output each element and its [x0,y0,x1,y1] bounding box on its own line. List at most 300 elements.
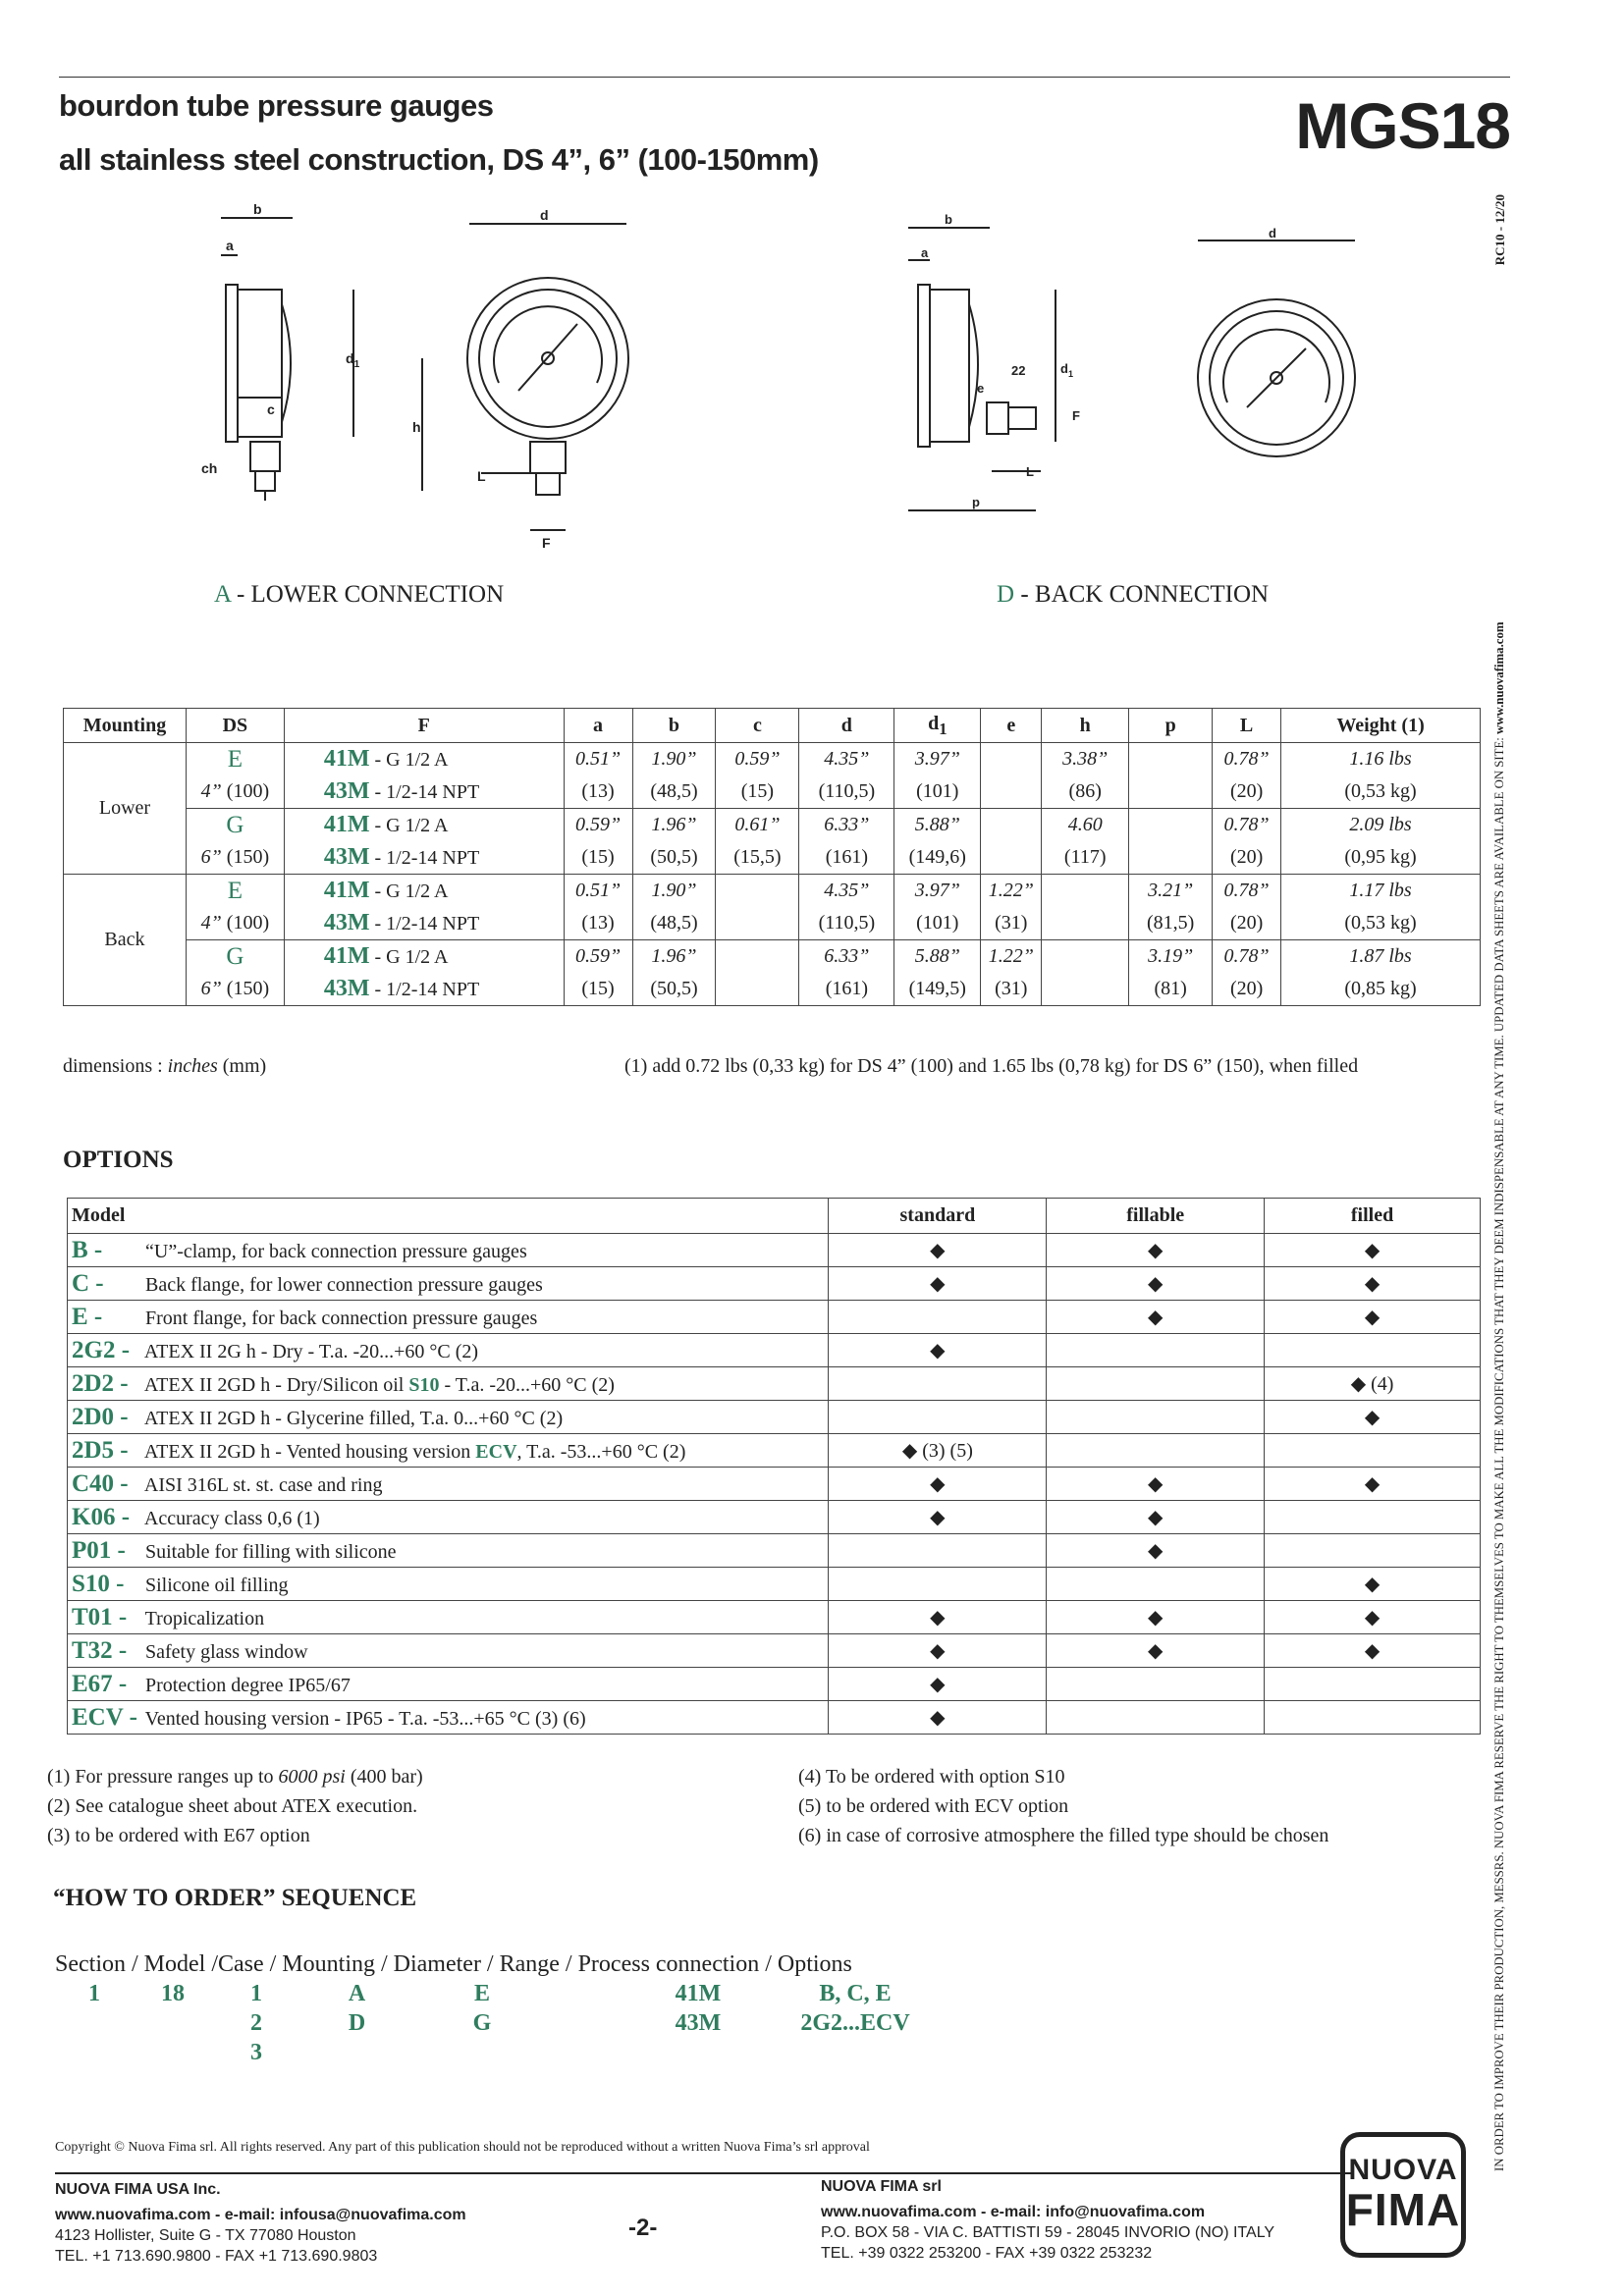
option-row [68,1334,1481,1367]
th-standard: standard [829,1199,1047,1234]
ds-cell [186,875,284,908]
option-row [68,1668,1481,1701]
dimension-table [63,708,1481,1006]
connection-thread: - 1/2-14 NPT [374,979,480,1000]
option-desc: Front flange, for back connection pressure gauges [145,1307,538,1329]
dimension-value: 6.33” [799,809,894,842]
option-filled: ◆ [1265,1601,1481,1634]
option-model-cell [68,1234,829,1267]
dimension-value: 0.78” [1213,875,1281,908]
usa-address: 4123 Hollister, Suite G - TX 77080 Houston [55,2227,356,2244]
option-desc-tail: - T.a. -20...+60 °C (2) [439,1373,615,1396]
title-line-2: all stainless steel construction, DS 4”, 6” (100-150mm) [59,142,819,177]
dimension-value: 0.78” [1213,809,1281,842]
option-model-cell [68,1401,829,1434]
dimension-value [716,973,799,1006]
connection-code: 41M [323,812,370,837]
option-standard: ◆ [829,1668,1047,1701]
lower-connection-caption: A - LOWER CONNECTION [214,581,505,608]
dimension-table-header [64,709,1481,743]
options-title: OPTIONS [63,1147,174,1173]
order-code [551,2038,639,2067]
option-model-cell [68,1301,829,1334]
option-row [68,1301,1481,1334]
mounting-cell: Lower [64,743,187,875]
dimension-value: 3.97” [894,875,981,908]
option-code: P01 - [72,1536,126,1564]
option-row [68,1267,1481,1301]
dimension-value: (15) [564,841,632,875]
option-desc: Vented housing version - IP65 - T.a. -53...+65 °C (3) (6) [144,1707,586,1730]
option-note: (3) to be ordered with E67 option [47,1825,310,1846]
lower-connection-label: LOWER CONNECTION [250,581,505,608]
dimension-value: 0.51” [564,743,632,776]
dimension-value: (15) [716,775,799,809]
order-code: A [348,1980,366,2006]
dimension-value [716,940,799,974]
option-fillable: ◆ [1047,1634,1265,1668]
connection-cell [284,973,564,1006]
dimension-value: 2.09 lbs [1281,809,1481,842]
back-connection-caption: D - BACK CONNECTION [997,581,1270,608]
connection-thread: - 1/2-14 NPT [374,781,480,803]
dimension-value [981,775,1042,809]
option-code: 2D5 - [72,1436,129,1464]
order-code [639,2038,757,2067]
option-standard [829,1301,1047,1334]
connection-thread: - 1/2-14 NPT [374,847,480,869]
dimension-value: (50,5) [632,973,716,1006]
order-code [551,2008,639,2038]
back-connection-label: BACK CONNECTION [1034,581,1270,608]
th-weight: Weight (1) [1281,709,1481,743]
dimension-value: (149,5) [894,973,981,1006]
dim-angle: 22 [1011,363,1026,378]
option-filled [1265,1501,1481,1534]
option-standard [829,1568,1047,1601]
option-standard: ◆ [829,1501,1047,1534]
it-tel: TEL. +39 0322 253200 - FAX +39 0322 253232 [821,2245,1153,2262]
option-desc: Accuracy class 0,6 (1) [143,1507,320,1529]
ds-code: E [227,877,244,904]
option-note: (2) See catalogue sheet about ATEX execution. [47,1795,418,1817]
connection-code: 41M [323,943,370,969]
dim-L-back: L [1026,464,1034,479]
dimension-value: 0.78” [1213,743,1281,776]
dimension-value: (13) [564,775,632,809]
order-code [55,2008,134,2038]
option-desc: AISI 316L st. st. case and ring [143,1473,383,1496]
order-code: 1 [250,1980,262,2006]
dim-L: L [477,468,486,484]
dim-a: a [226,238,234,253]
dimension-value: (101) [894,907,981,940]
option-desc-tail: , T.a. -53...+60 °C (2) [516,1440,686,1463]
dimension-value: 0.59” [716,743,799,776]
connection-thread: - 1/2-14 NPT [374,913,480,934]
order-code: 2G2...ECV [800,2009,910,2036]
option-code: 2D2 - [72,1369,129,1397]
option-code: 2G2 - [72,1336,131,1363]
dimension-row [64,841,1481,875]
dim-b-back: b [945,212,952,227]
option-code: B - [72,1236,103,1263]
order-code: 43M [675,2009,722,2036]
option-row [68,1568,1481,1601]
usa-name: NUOVA FIMA USA Inc. [55,2181,221,2198]
ds-code: G [226,942,244,970]
option-model-cell [68,1468,829,1501]
dimension-value [981,841,1042,875]
dimension-value [981,809,1042,842]
order-code: E [473,1980,490,2006]
dimension-value: (101) [894,775,981,809]
option-note: (1) For pressure ranges up to 6000 psi (400 bar) [47,1766,423,1788]
dimension-value: (81,5) [1129,907,1213,940]
th-fillable: fillable [1047,1199,1265,1234]
dimension-value: (48,5) [632,907,716,940]
model-code: MGS18 [1295,89,1510,162]
back-connection-letter: D [997,581,1015,608]
option-code: E - [72,1303,103,1330]
option-standard: ◆ [829,1701,1047,1735]
dimension-value [1042,875,1129,908]
options-header [68,1199,1481,1234]
dimension-value: (117) [1042,841,1129,875]
dimension-row [64,940,1481,974]
dimension-value: 1.87 lbs [1281,940,1481,974]
dimension-value: 1.16 lbs [1281,743,1481,776]
footer-usa [55,2179,466,2267]
dimension-value: (149,6) [894,841,981,875]
dimension-row [64,907,1481,940]
option-row [68,1501,1481,1534]
header-rule [59,77,1510,78]
dimension-value [716,875,799,908]
dimension-row [64,973,1481,1006]
option-code: 2D0 - [72,1403,129,1430]
usa-tel: TEL. +1 713.690.9800 - FAX +1 713.690.9803 [55,2248,378,2265]
footer-rule [55,2172,1353,2174]
dimension-value: (161) [799,973,894,1006]
option-desc: Back flange, for lower connection pressure gauges [145,1273,543,1296]
order-code [134,2038,212,2067]
dimension-value: 4.35” [799,875,894,908]
option-model-cell [68,1434,829,1468]
option-filled [1265,1434,1481,1468]
order-title: “HOW TO ORDER” SEQUENCE [53,1885,417,1911]
connection-cell [284,841,564,875]
dimension-value [1129,743,1213,776]
option-filled: ◆ (4) [1265,1367,1481,1401]
option-model-cell [68,1634,829,1668]
dimension-value: (15,5) [716,841,799,875]
it-web[interactable]: www.nuovafima.com - e-mail: info@nuovafima.com [821,2204,1206,2220]
connection-cell [284,743,564,776]
dimension-value: 3.97” [894,743,981,776]
option-desc: ATEX II 2GD h - Glycerine filled, T.a. 0...+60 °C (2) [143,1407,564,1429]
dimension-value [716,907,799,940]
option-row [68,1234,1481,1267]
th-mounting: Mounting [64,709,187,743]
th-ds: DS [186,709,284,743]
option-desc: Tropicalization [144,1607,265,1629]
option-standard [829,1367,1047,1401]
dim-d-back: d [1269,226,1276,240]
dimension-value: (0,95 kg) [1281,841,1481,875]
th-d1: $d_1$ [894,709,981,743]
dim-F-back: F [1072,408,1080,423]
order-code [757,2038,953,2067]
ds-cell [186,973,284,1006]
dim-e: e [977,381,985,396]
dimension-row [64,809,1481,842]
option-model-cell [68,1701,829,1735]
option-code: E67 - [72,1670,128,1697]
title-line-1: bourdon tube pressure gauges [59,88,494,123]
dimension-value: 3.38” [1042,743,1129,776]
option-standard: ◆ [829,1234,1047,1267]
option-fillable: ◆ [1047,1301,1265,1334]
option-standard [829,1534,1047,1568]
dimension-value: (50,5) [632,841,716,875]
th-model: Model [68,1199,829,1234]
connection-code: 43M [323,778,370,804]
connection-cell [284,775,564,809]
dim-d1-back: $d_1$ [1060,361,1073,379]
option-fillable: ◆ [1047,1601,1265,1634]
lower-connection-letter: A [214,581,231,608]
option-fillable [1047,1334,1265,1367]
option-fillable [1047,1367,1265,1401]
dimension-value: (20) [1213,775,1281,809]
ds-size: 4” [200,780,222,802]
order-code: 3 [250,2039,262,2065]
order-code [551,1979,639,2008]
option-desc-highlight: S10 [408,1373,440,1396]
dim-h: h [412,419,421,435]
dimension-value: (15) [564,973,632,1006]
dimension-value: 3.19” [1129,940,1213,974]
th-e: e [981,709,1042,743]
th-f: F [284,709,564,743]
option-code: T32 - [72,1636,128,1664]
order-code [413,2038,551,2067]
order-sequence: Section / Model /Case / Mounting / Diameter / Range / Process connection / Options [55,1951,852,1977]
option-code: ECV - [72,1703,137,1731]
order-code [55,2038,134,2067]
footer-italy [821,2176,1274,2264]
dimension-value: 1.96” [632,940,716,974]
dimension-value: 1.22” [981,940,1042,974]
option-model-cell [68,1668,829,1701]
option-row [68,1401,1481,1434]
option-filled: ◆ [1265,1267,1481,1301]
option-fillable: ◆ [1047,1534,1265,1568]
option-standard: ◆ [829,1334,1047,1367]
ds-mm: (150) [226,846,270,868]
ds-cell [186,907,284,940]
th-p: p [1129,709,1213,743]
order-code: D [348,2009,366,2036]
option-code: C40 - [72,1469,129,1497]
option-code: K06 - [72,1503,131,1530]
connection-cell [284,940,564,974]
dimension-value: (86) [1042,775,1129,809]
option-model-cell [68,1367,829,1401]
ds-mm: (100) [226,912,270,934]
option-note: (4) To be ordered with option S10 [798,1766,1065,1788]
connection-cell [284,875,564,908]
dimension-value: 6.33” [799,940,894,974]
option-standard: ◆ [829,1468,1047,1501]
dimension-value: (0,53 kg) [1281,907,1481,940]
dim-d1: $d_1$ [346,350,360,370]
th-filled: filled [1265,1199,1481,1234]
connection-cell [284,809,564,842]
dimension-row [64,743,1481,776]
option-desc: Suitable for filling with silicone [145,1540,397,1563]
option-standard: ◆ (3) (5) [829,1434,1047,1468]
ds-code: G [226,811,244,838]
ds-cell [186,775,284,809]
dimension-value: 1.17 lbs [1281,875,1481,908]
option-fillable: ◆ [1047,1267,1265,1301]
option-fillable: ◆ [1047,1468,1265,1501]
dimension-value: 1.90” [632,743,716,776]
dimension-value: (31) [981,907,1042,940]
option-model-cell [68,1534,829,1568]
options-notes-right [798,1762,1328,1850]
ds-mm: (100) [226,780,270,802]
dim-b: b [253,201,262,217]
option-note: (5) to be ordered with ECV option [798,1795,1069,1817]
option-fillable [1047,1701,1265,1735]
connection-thread: - G 1/2 A [374,749,449,771]
connection-code: 41M [323,746,370,772]
option-note: (6) in case of corrosive atmosphere the filled type should be chosen [798,1825,1329,1846]
connection-thread: - G 1/2 A [374,815,449,836]
dimension-value: 0.51” [564,875,632,908]
option-desc: ATEX II 2GD h - Vented housing version [143,1440,476,1463]
dimension-value: (110,5) [799,907,894,940]
ds-size: 6” [200,846,222,868]
dimension-value: 3.21” [1129,875,1213,908]
ds-cell [186,841,284,875]
logo-bottom-text: FIMA [1345,2184,1461,2235]
dimension-value: (161) [799,841,894,875]
option-row [68,1634,1481,1668]
dimension-value: 0.59” [564,940,632,974]
dimension-value [981,743,1042,776]
option-code: T01 - [72,1603,128,1630]
option-desc: Silicone oil filling [145,1574,289,1596]
connection-thread: - G 1/2 A [374,881,449,902]
option-filled: ◆ [1265,1301,1481,1334]
revision-label: RC10 - 12/20 [1492,194,1507,266]
ds-code: E [227,745,244,773]
option-filled [1265,1701,1481,1735]
weight-note: (1) add 0.72 lbs (0,33 kg) for DS 4” (100) and 1.65 lbs (0,78 kg) for DS 6” (150), when filled [624,1055,1359,1077]
dimension-value: 5.88” [894,940,981,974]
option-model-cell [68,1334,829,1367]
option-code: C - [72,1269,104,1297]
option-filled: ◆ [1265,1468,1481,1501]
side-disclaimer [1492,503,1507,2171]
option-standard: ◆ [829,1634,1047,1668]
option-filled [1265,1534,1481,1568]
dimension-value: (20) [1213,973,1281,1006]
order-row [55,2038,953,2067]
options-table [67,1198,1481,1735]
it-address: P.O. BOX 58 - VIA C. BATTISTI 59 - 28045 INVORIO (NO) ITALY [821,2224,1275,2241]
ds-size: 4” [200,912,222,934]
option-row [68,1367,1481,1401]
back-connection-drawing [903,206,1375,530]
connection-code: 43M [323,910,370,935]
dimension-value: 5.88” [894,809,981,842]
th-c: c [716,709,799,743]
option-row [68,1701,1481,1735]
option-filled: ◆ [1265,1568,1481,1601]
option-row [68,1601,1481,1634]
order-code: 41M [675,1980,722,2006]
dimension-value: (20) [1213,907,1281,940]
option-desc: “U”-clamp, for back connection pressure gauges [145,1240,527,1262]
connection-cell [284,907,564,940]
dim-ch: ch [201,460,218,476]
option-model-cell [68,1267,829,1301]
option-standard: ◆ [829,1601,1047,1634]
dimension-value: (48,5) [632,775,716,809]
copyright: Copyright © Nuova Fima srl. All rights reserved. Any part of this publication should not be reproduced without a written Nuova Fima’s srl approval [55,2140,870,2155]
dimension-value: (13) [564,907,632,940]
dimension-row [64,775,1481,809]
dimension-row [64,875,1481,908]
option-model-cell [68,1501,829,1534]
option-desc: ATEX II 2G h - Dry - T.a. -20...+60 °C (2) [143,1340,479,1362]
order-code: 2 [250,2009,262,2036]
usa-web[interactable]: www.nuovafima.com - e-mail: infousa@nuovafima.com [55,2207,466,2223]
th-h: h [1042,709,1129,743]
option-model-cell [68,1601,829,1634]
order-code: G [472,2009,492,2036]
option-desc: Protection degree IP65/67 [145,1674,351,1696]
options-notes-left [47,1762,423,1850]
dimension-value: 4.60 [1042,809,1129,842]
dimension-value: 0.78” [1213,940,1281,974]
order-codes [55,1979,953,2067]
option-filled [1265,1334,1481,1367]
option-standard [829,1401,1047,1434]
dimension-value: (0,85 kg) [1281,973,1481,1006]
th-b: b [632,709,716,743]
option-fillable: ◆ [1047,1234,1265,1267]
th-d: d [799,709,894,743]
dim-p: p [972,495,980,509]
order-code: 18 [161,1980,185,2006]
logo-top-text: NUOVA [1348,2154,1458,2186]
option-standard: ◆ [829,1267,1047,1301]
dimension-value: (31) [981,973,1042,1006]
mounting-cell: Back [64,875,187,1006]
ds-cell [186,809,284,842]
units-note: dimensions : inches (mm) [63,1055,267,1077]
dimension-value [1129,775,1213,809]
order-code [300,2038,413,2067]
dimension-value: 1.90” [632,875,716,908]
dim-d: d [540,207,549,223]
